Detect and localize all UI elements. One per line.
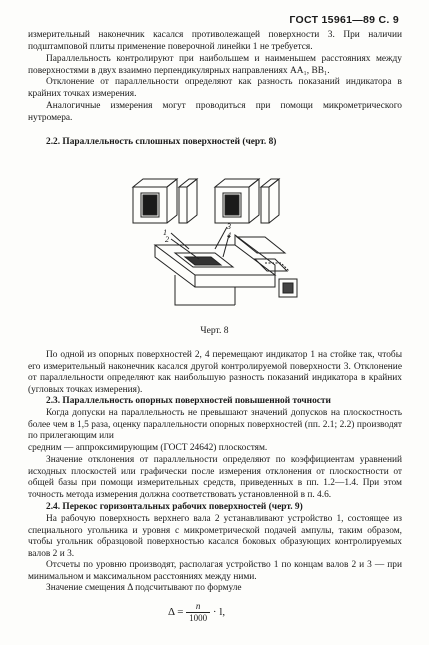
- paragraph-1: измерительный наконечник касался противолежащей поверхности 3. При наличии подштамповой плиты применение поверочной линейки 1 не требуется.: [28, 30, 402, 52]
- paragraph-5: По одной из опорных поверхностей 2, 4 перемещают индикатор 1 на стойке так, чтобы его измерительный наконечник касался другой контролируемой поверхности 3. Отклонение от параллельности определяют как наибольшую разность показаний индикатора в крайних (угловых точках измерения).: [28, 350, 402, 395]
- section-heading-2-4: 2.4. Перекос горизонтальных рабочих поверхностей (черт. 9): [46, 502, 303, 512]
- paragraph-6: Когда допуски на параллельность не превышают значений допусков на плоскостность более чем в 1,5 раза, оценку параллельности опорных поверхностей (пп. 2.1; 2.2) производят по прилегающим или: [28, 408, 402, 441]
- formula-denominator: 1000: [189, 613, 208, 623]
- paragraph-8: Значение отклонения от параллельности определяют по коэффициентам уравнений исходных плоскостей или графически после измерения отклонения от плоскостности от общей базы при помощи измерительных средств, приведенных в пп. 1.2—1.4. При этом точность метода измерения должна соответствовать установленной в п. 4.6.: [28, 455, 402, 500]
- paragraph-9: На рабочую поверхность верхнего вала 2 устанавливают устройство 1, состоящее из специального угольника и уровня с микрометрической подачей ампулы, таким образом, чтобы угольник образцовой поверхностью касался боковых образующих контролируемых валов 2 и 3.: [28, 514, 402, 559]
- figure-8-drawing: [115, 175, 315, 313]
- figure-label-4: 4: [227, 231, 231, 240]
- section-heading-2-3: 2.3. Параллельность опорных поверхностей повышенной точности: [46, 396, 331, 406]
- paragraph-7: средним — аппроксимирующим (ГОСТ 24642) плоскостям.: [28, 443, 268, 453]
- paragraph-10: Отсчеты по уровню производят, располагая устройство 1 по концам валов 2 и 3 — при минимальном и максимальном расстояниях между ними.: [28, 560, 402, 582]
- figure-label-1: 1: [163, 228, 167, 237]
- formula-rhs: · l,: [212, 606, 226, 619]
- formula-fraction: [186, 601, 210, 624]
- figure-label-2: 2: [165, 235, 169, 244]
- paragraph-2: Параллельность контролируют при наибольшем и наименьшем расстояниях между поверхностями в двух взаимно перпендикулярных направлениях AA₁, BB₁.: [28, 54, 402, 76]
- formula-lhs: Δ =: [168, 606, 184, 619]
- paragraph-3: Отклонение от параллельности определяют как разность показаний индикатора в крайних точках измерения.: [28, 77, 402, 99]
- displacement-formula: [168, 601, 225, 624]
- paragraph-4: Аналогичные измерения могут проводиться при помощи микрометрического нутромера.: [28, 101, 402, 123]
- paragraph-11: Значение смещения Δ подсчитывают по формуле: [46, 583, 242, 593]
- section-heading-2-2: 2.2. Параллельность сплошных поверхностей (черт. 8): [46, 137, 277, 147]
- figure-label-3: 3: [227, 222, 231, 231]
- formula-numerator: n: [186, 601, 210, 613]
- page-header: ГОСТ 15961—89 С. 9: [289, 14, 399, 26]
- figure-caption: Черт. 8: [200, 325, 229, 336]
